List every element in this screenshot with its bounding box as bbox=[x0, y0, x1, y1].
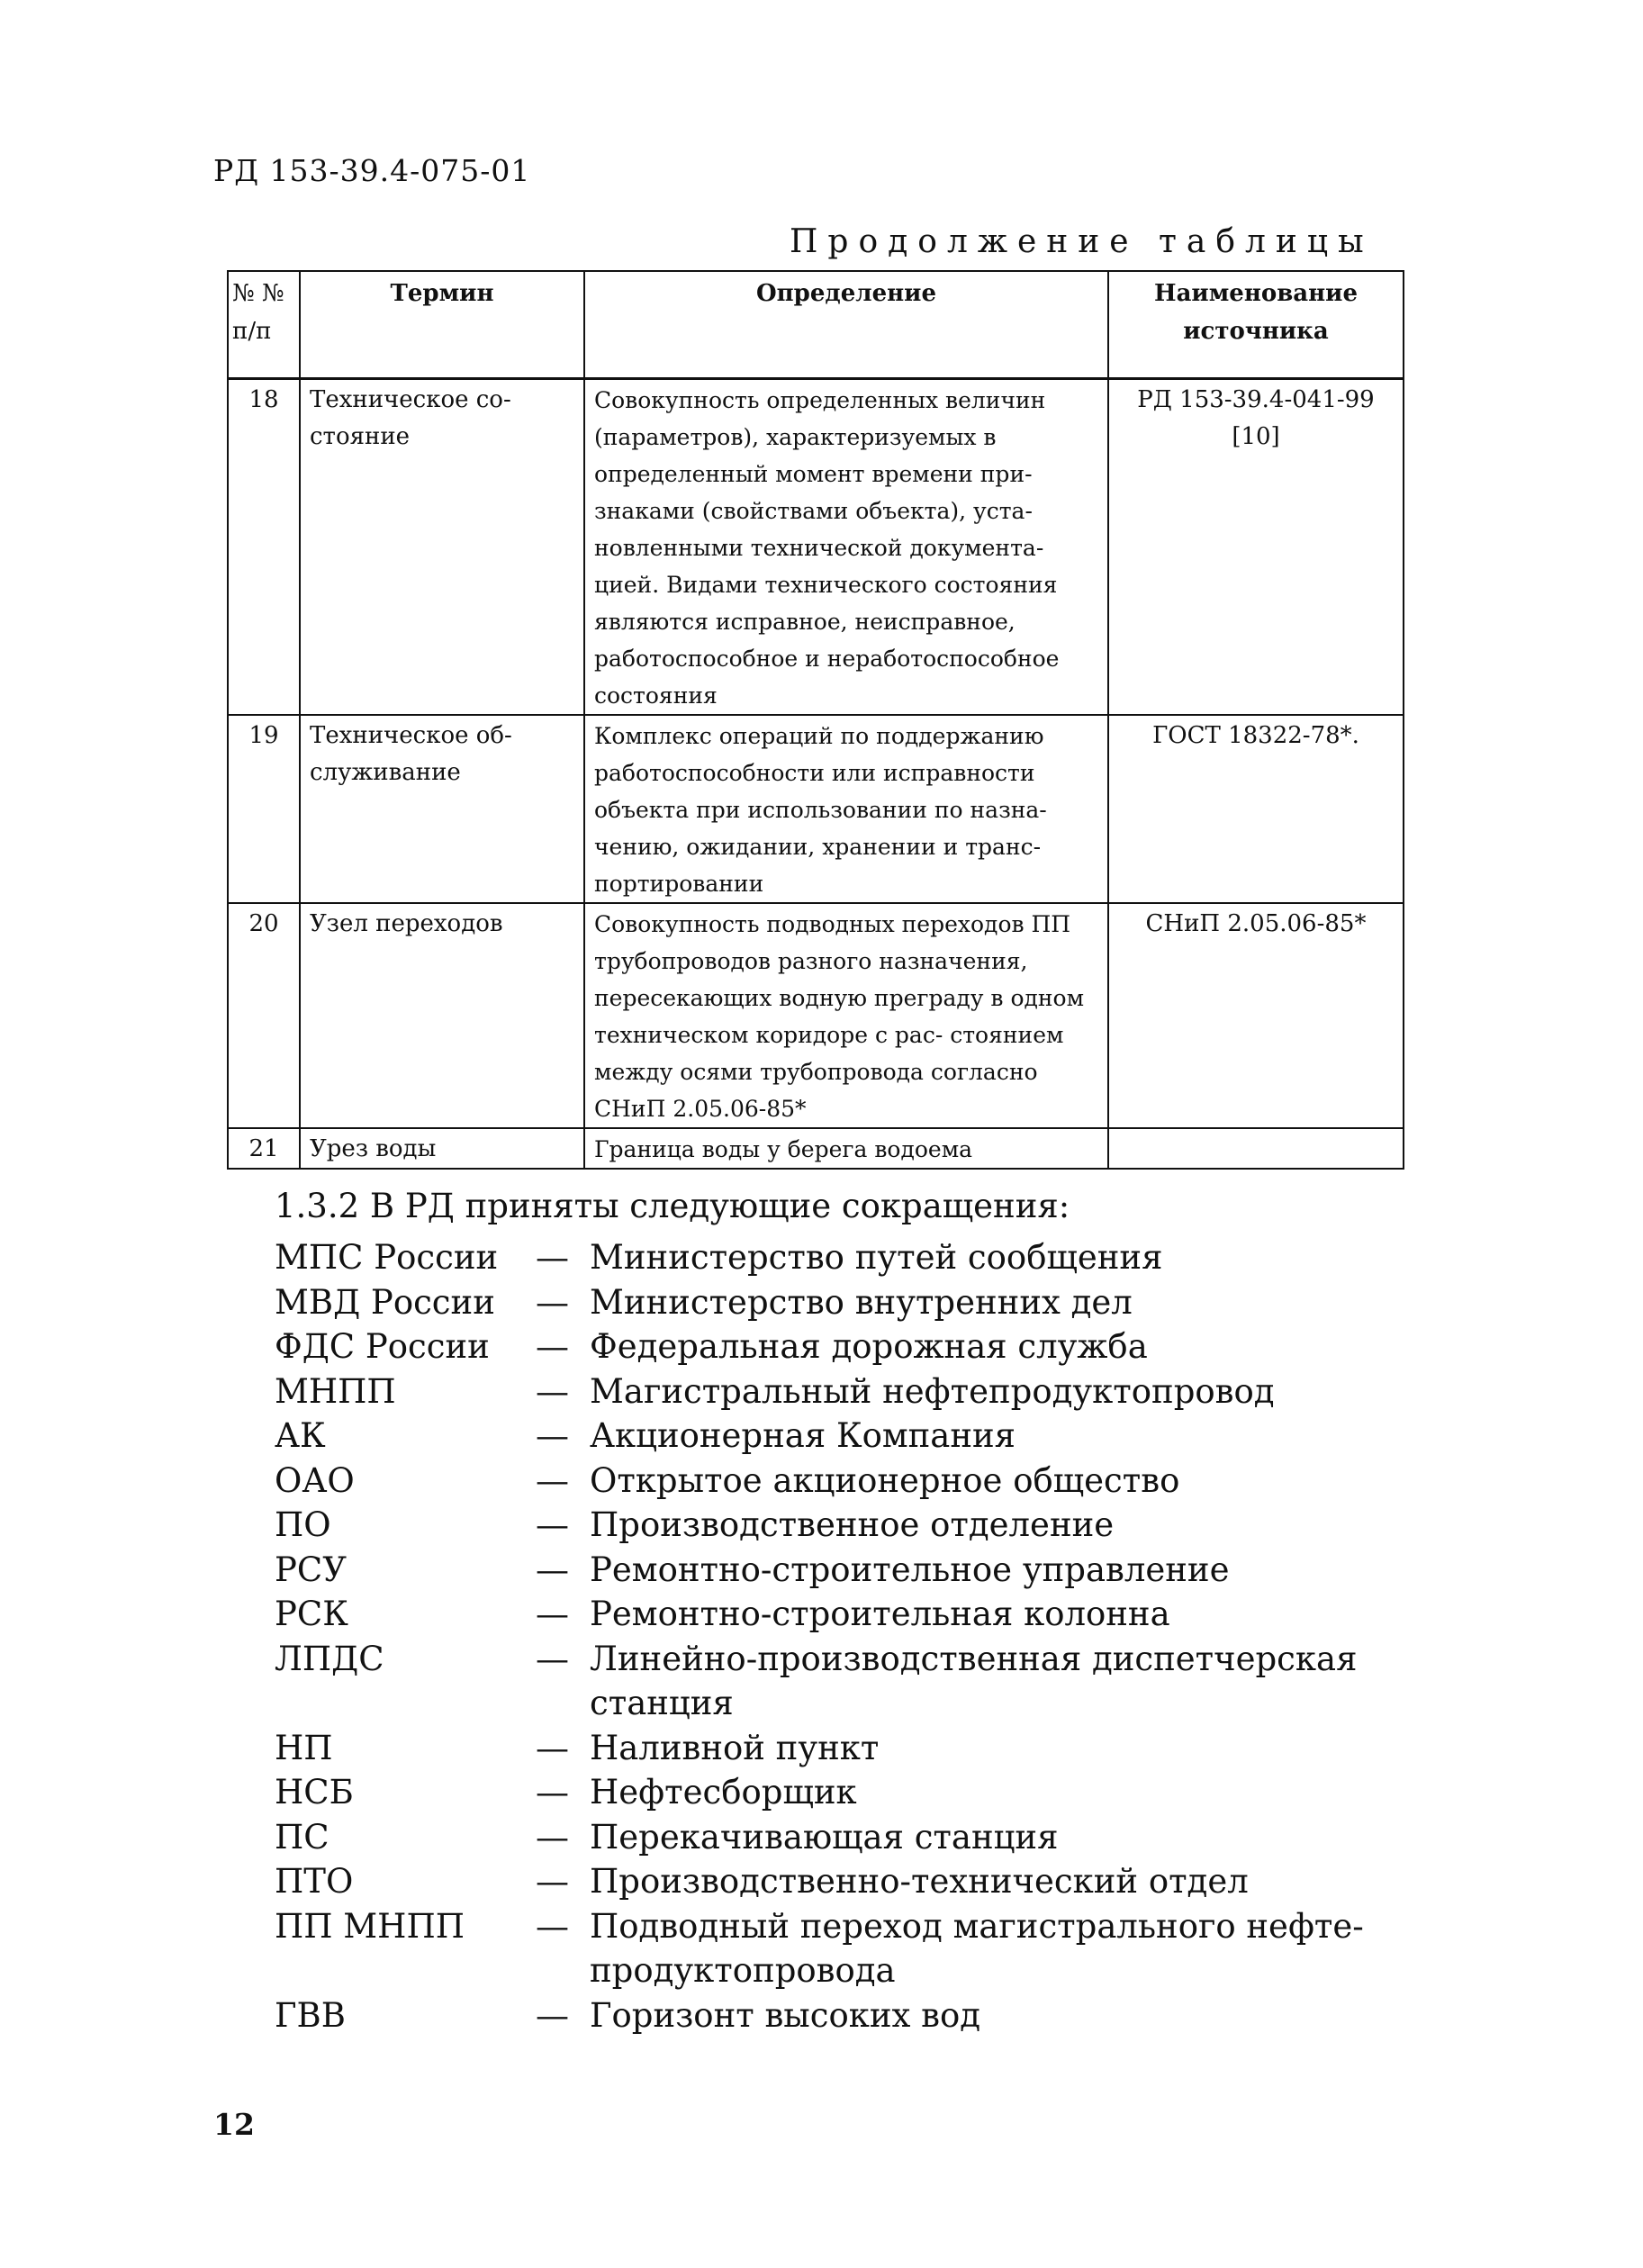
row-term: Узел переходов bbox=[300, 903, 584, 1128]
dash: — bbox=[536, 1728, 569, 1767]
header-source: Наименование источника bbox=[1108, 271, 1404, 379]
list-item bbox=[275, 1324, 1427, 1369]
abbreviation: АК bbox=[275, 1416, 326, 1455]
row-source: СНиП 2.05.06-85* bbox=[1108, 903, 1404, 1128]
abbreviation-meaning: Открытое акционерное общество bbox=[590, 1460, 1180, 1500]
list-item bbox=[275, 1414, 1427, 1459]
table-row bbox=[228, 715, 1404, 903]
abbreviation-meaning: Горизонт высоких вод bbox=[590, 1995, 981, 2035]
abbreviation: ПП МНПП bbox=[275, 1906, 465, 1946]
table-row bbox=[228, 903, 1404, 1128]
list-item bbox=[275, 1235, 1427, 1280]
list-item bbox=[275, 1859, 1427, 1904]
abbreviation: МВД России bbox=[275, 1282, 495, 1322]
abbreviation-meaning: Перекачивающая станция bbox=[590, 1817, 1059, 1857]
dash: — bbox=[536, 1282, 569, 1322]
abbreviation-meaning: Министерство внутренних дел bbox=[590, 1282, 1133, 1322]
row-num: 18 bbox=[228, 379, 300, 716]
abbreviation: НП bbox=[275, 1728, 333, 1767]
document-code: РД 153-39.4-075-01 bbox=[213, 153, 531, 188]
row-definition: Комплекс операций по поддержанию работоспособности или исправности объекта при использовании по назна- чению, ожидании, хранении и транс- портировании bbox=[584, 715, 1108, 903]
row-definition: Граница воды у берега водоема bbox=[584, 1128, 1108, 1169]
row-source bbox=[1108, 1128, 1404, 1169]
abbreviation: ЛПДС bbox=[275, 1639, 384, 1678]
row-term: Техническое об- служивание bbox=[300, 715, 584, 903]
header-term: Термин bbox=[300, 271, 584, 379]
row-source: РД 153-39.4-041-99 [10] bbox=[1108, 379, 1404, 716]
dash: — bbox=[536, 1595, 569, 1633]
abbreviation: РСК bbox=[275, 1595, 348, 1633]
list-item bbox=[275, 1592, 1427, 1637]
dash: — bbox=[536, 1817, 569, 1857]
table-continuation-label: Продолжение таблицы bbox=[790, 223, 1374, 260]
abbreviation-meaning: Подводный переход магистрального нефте- продуктопровода bbox=[590, 1906, 1364, 1990]
table-row bbox=[228, 1128, 1404, 1169]
list-item bbox=[275, 1548, 1427, 1593]
abbreviation-meaning: Нефтесборщик bbox=[590, 1773, 857, 1812]
dash: — bbox=[536, 1505, 569, 1544]
abbreviation-meaning: Ремонтно-строительное управление bbox=[590, 1550, 1230, 1589]
list-item bbox=[275, 1369, 1427, 1414]
table-header-row bbox=[228, 271, 1404, 379]
abbreviation: ПО bbox=[275, 1505, 331, 1544]
dash: — bbox=[536, 1639, 569, 1678]
abbreviation-meaning: Федеральная дорожная служба bbox=[590, 1327, 1148, 1366]
row-definition: Совокупность определенных величин (параметров), характеризуемых в определенный момент времени при- знаками (свойствами объекта), уста- новленными технической документа- цией. Видами технического состояния являются исправное, неисправное, работоспособное и неработоспособное состояния bbox=[584, 379, 1108, 716]
list-item bbox=[275, 1815, 1427, 1860]
list-item bbox=[275, 1280, 1427, 1325]
dash: — bbox=[536, 1371, 569, 1411]
page-number: 12 bbox=[213, 2107, 255, 2142]
abbreviation-meaning: Производственное отделение bbox=[590, 1505, 1115, 1544]
abbreviation-meaning: Наливной пункт bbox=[590, 1728, 880, 1767]
abbreviation: ГВВ bbox=[275, 1995, 346, 2035]
dash: — bbox=[536, 1550, 569, 1589]
abbreviation-meaning: Магистральный нефтепродуктопровод bbox=[590, 1371, 1275, 1411]
row-source: ГОСТ 18322-78*. bbox=[1108, 715, 1404, 903]
abbreviation-meaning: Ремонтно-строительная колонна bbox=[590, 1595, 1170, 1633]
row-num: 19 bbox=[228, 715, 300, 903]
list-item bbox=[275, 1770, 1427, 1815]
header-num: № № п/п bbox=[228, 271, 300, 379]
dash: — bbox=[536, 1238, 569, 1277]
list-item bbox=[275, 1726, 1427, 1771]
abbreviation-meaning: Министерство путей сообщения bbox=[590, 1238, 1163, 1277]
dash: — bbox=[536, 1995, 569, 2035]
list-item bbox=[275, 1993, 1427, 2038]
abbreviation-meaning: Акционерная Компания bbox=[590, 1416, 1016, 1455]
row-term: Урез воды bbox=[300, 1128, 584, 1169]
abbreviation: РСУ bbox=[275, 1550, 347, 1589]
abbreviation-meaning: Линейно-производственная диспетчерская станция bbox=[590, 1639, 1358, 1722]
row-term: Техническое со- стояние bbox=[300, 379, 584, 716]
header-definition: Определение bbox=[584, 271, 1108, 379]
abbreviation: ФДС России bbox=[275, 1327, 490, 1366]
abbreviation: ПТО bbox=[275, 1862, 354, 1901]
row-definition: Совокупность подводных переходов ПП трубопроводов разного назначения, пересекающих водную преграду в одном техническом коридоре с рас- стоянием между осями трубопровода согласно СНиП 2.05.06-85* bbox=[584, 903, 1108, 1128]
list-item bbox=[275, 1459, 1427, 1504]
dash: — bbox=[536, 1773, 569, 1812]
abbreviation: НСБ bbox=[275, 1773, 354, 1812]
dash: — bbox=[536, 1862, 569, 1901]
table-row bbox=[228, 379, 1404, 716]
abbreviation: ПС bbox=[275, 1817, 330, 1857]
abbreviation: МПС России bbox=[275, 1238, 499, 1277]
abbreviations-list bbox=[275, 1235, 1427, 2038]
list-item bbox=[275, 1503, 1427, 1548]
dash: — bbox=[536, 1327, 569, 1366]
list-item bbox=[275, 1904, 1427, 1993]
abbreviation-meaning: Производственно-технический отдел bbox=[590, 1862, 1249, 1901]
dash: — bbox=[536, 1416, 569, 1455]
terms-table bbox=[227, 270, 1404, 1170]
abbreviation: ОАО bbox=[275, 1460, 355, 1500]
list-item bbox=[275, 1637, 1427, 1726]
row-num: 21 bbox=[228, 1128, 300, 1169]
row-num: 20 bbox=[228, 903, 300, 1128]
dash: — bbox=[536, 1906, 569, 1946]
abbreviations-intro: 1.3.2 В РД приняты следующие сокращения: bbox=[275, 1187, 1070, 1225]
dash: — bbox=[536, 1460, 569, 1500]
abbreviation: МНПП bbox=[275, 1371, 396, 1411]
